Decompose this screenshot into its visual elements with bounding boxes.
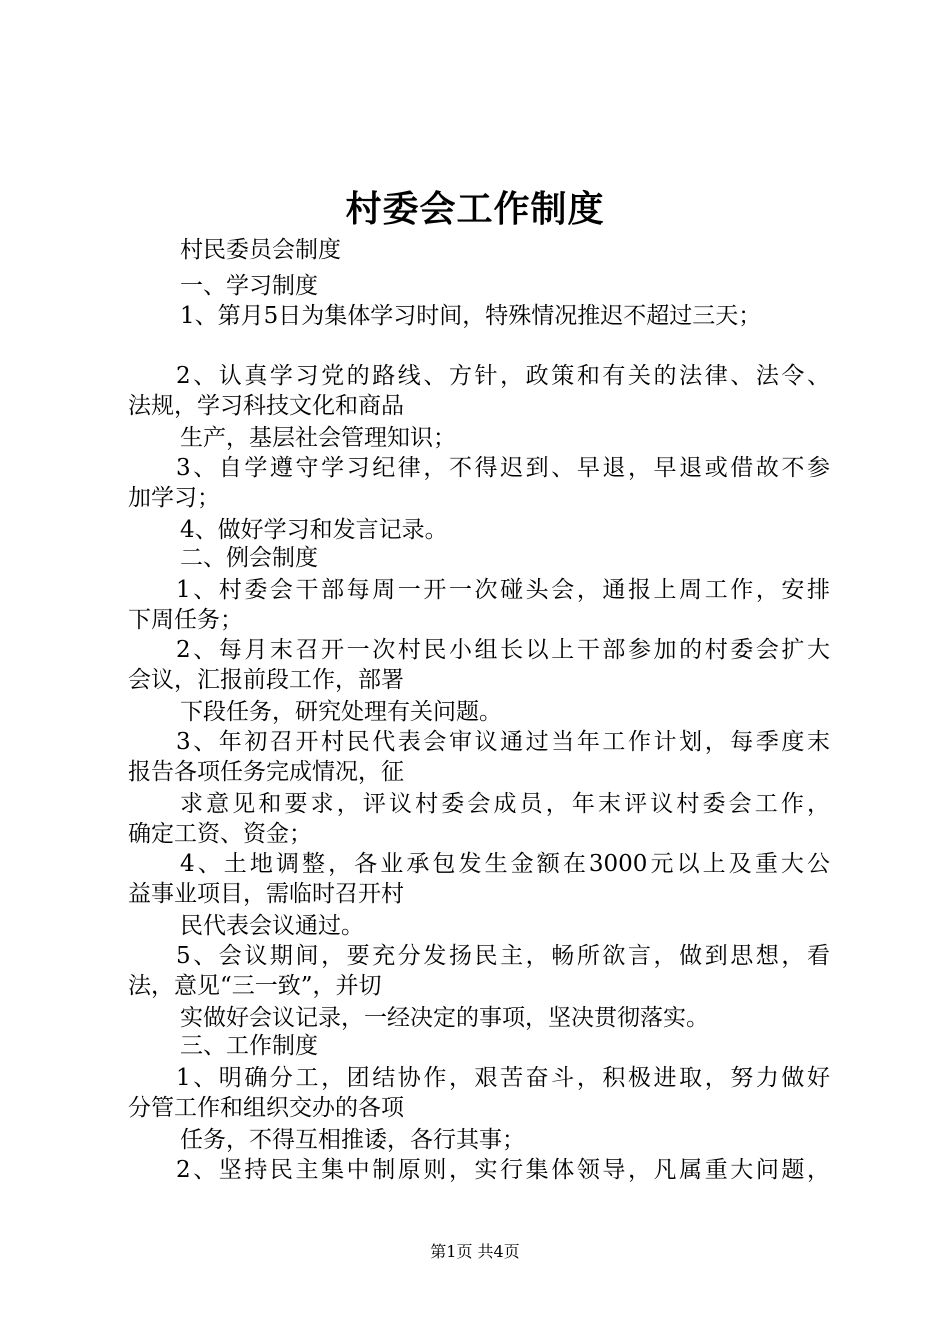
text-line: 3、年初召开村民代表会审议通过当年工作计划，每季度末 (176, 729, 830, 755)
text-line: 5、会议期间，要充分发扬民主，畅所欲言，做到思想，看 (176, 943, 830, 969)
text-line: 4、做好学习和发言记录。 (180, 517, 448, 543)
document-title: 村委会工作制度 (345, 188, 605, 230)
section-heading: 一、学习制度 (180, 273, 318, 299)
text-line: 生产，基层社会管理知识； (180, 425, 456, 451)
text-line: 确定工资、资金； (128, 821, 312, 847)
text-line: 2、每月末召开一次村民小组长以上干部参加的村委会扩大 (176, 637, 830, 663)
text-line: 村民委员会制度 (180, 237, 341, 263)
text-line: 1、明确分工，团结协作，艰苦奋斗，积极进取，努力做好 (176, 1065, 830, 1091)
text-line: 下周任务； (128, 607, 243, 633)
text-line: 2、认真学习党的路线、方针，政策和有关的法律、法令、 (176, 363, 830, 389)
text-line: 报告各项任务完成情况，征 (128, 759, 404, 785)
text-line: 2、坚持民主集中制原则，实行集体领导，凡属重大问题， (176, 1157, 830, 1183)
text-line: 法，意见“三一致”，并切 (128, 973, 382, 999)
text-line: 4、土地调整，各业承包发生金额在3000元以上及重大公 (180, 851, 830, 877)
text-line: 加学习； (128, 485, 220, 511)
text-line: 1、第月5日为集体学习时间，特殊情况推迟不超过三天； (180, 303, 762, 329)
text-line: 益事业项目，需临时召开村 (128, 881, 404, 907)
text-line: 任务，不得互相推诿，各行其事； (180, 1127, 525, 1153)
text-line: 法规，学习科技文化和商品 (128, 393, 404, 419)
text-line: 分管工作和组织交办的各项 (128, 1095, 404, 1121)
text-line: 求意见和要求，评议村委会成员，年末评议村委会工作， (180, 791, 830, 817)
text-line: 会议，汇报前段工作，部署 (128, 667, 404, 693)
text-line: 1、村委会干部每周一开一次碰头会，通报上周工作，安排 (176, 577, 830, 603)
section-heading: 二、例会制度 (180, 545, 318, 571)
text-line: 民代表会议通过。 (180, 913, 364, 939)
section-heading: 三、工作制度 (180, 1033, 318, 1059)
text-line: 3、自学遵守学习纪律，不得迟到、早退，早退或借故不参 (176, 455, 830, 481)
text-line: 实做好会议记录，一经决定的事项，坚决贯彻落实。 (180, 1005, 709, 1031)
page-footer: 第1页 共4页 (430, 1242, 520, 1261)
text-line: 下段任务，研究处理有关问题。 (180, 699, 502, 725)
